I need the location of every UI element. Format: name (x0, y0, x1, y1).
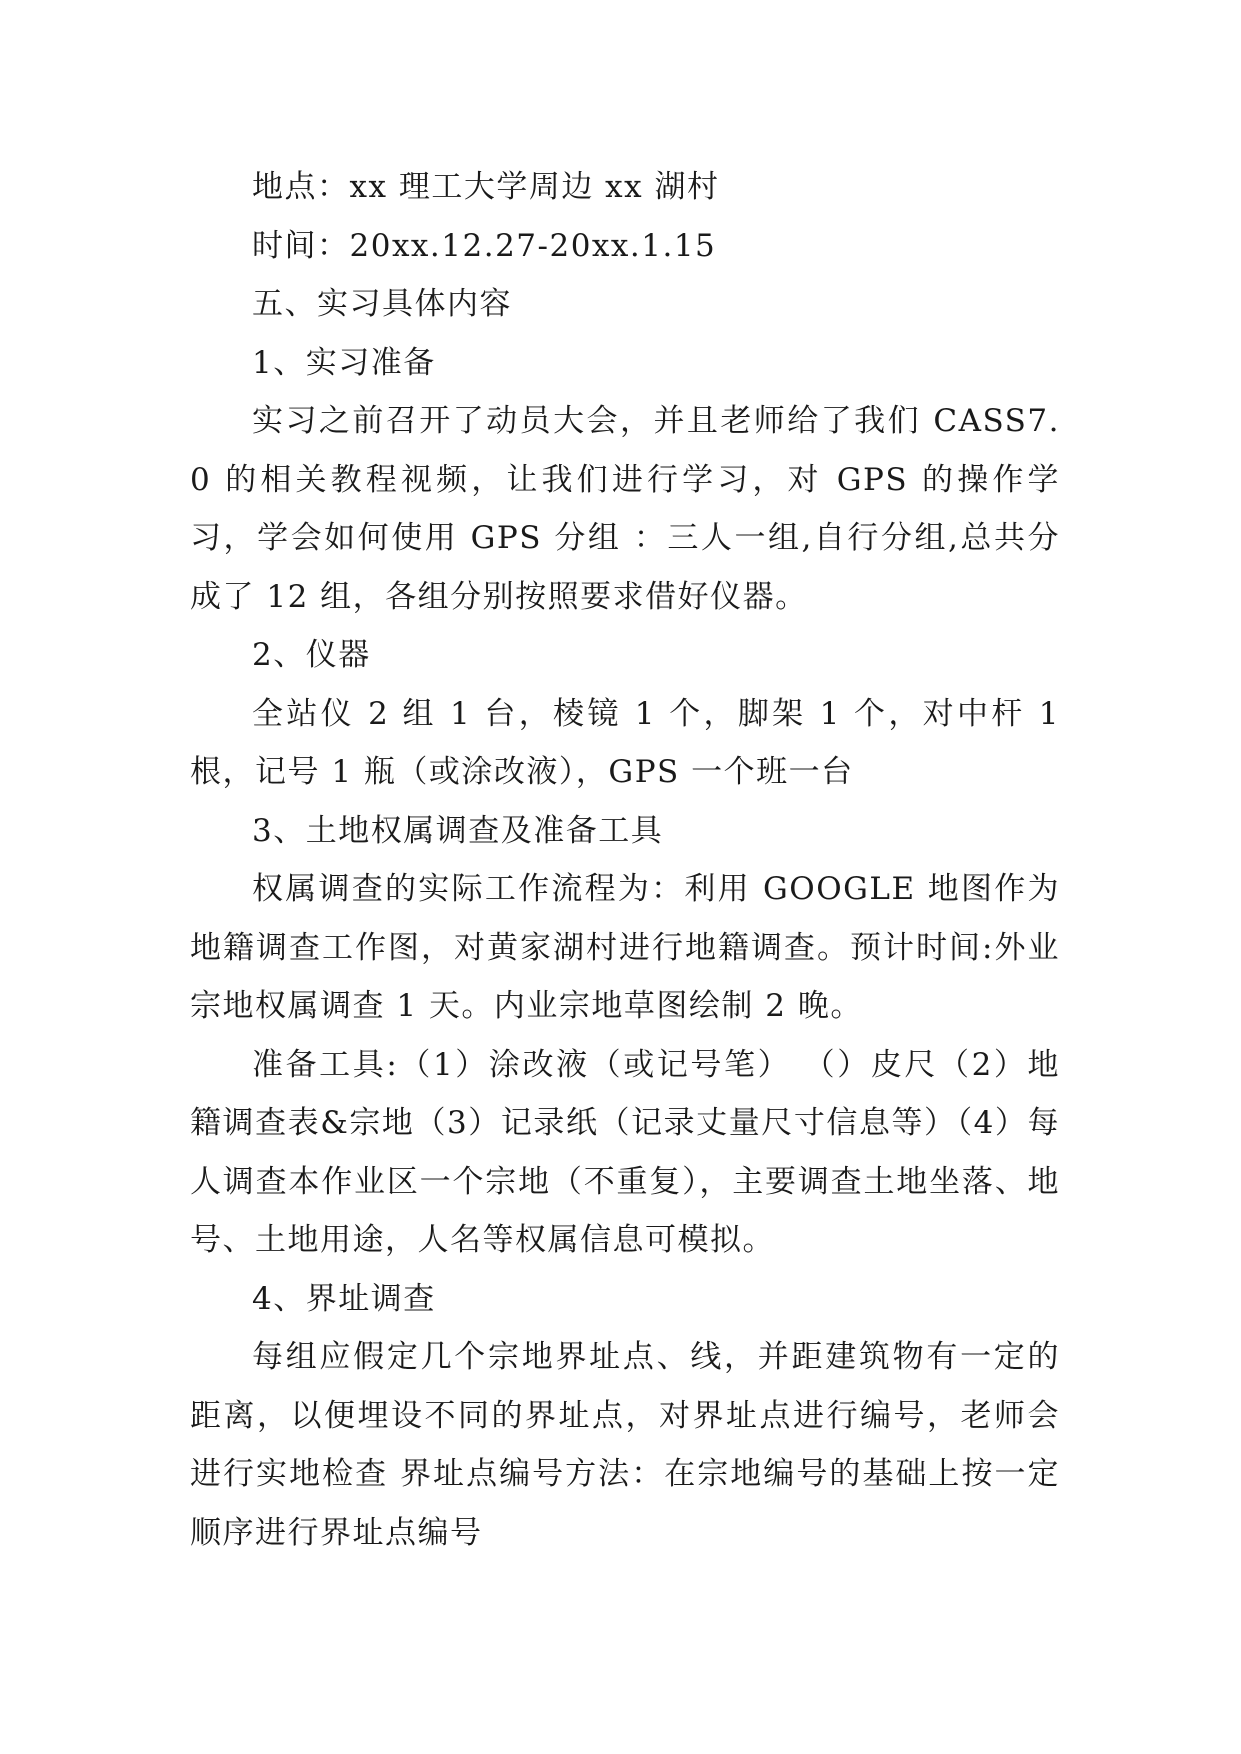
body-paragraph: 权属调查的实际工作流程为：利用 GOOGLE 地图作为地籍调查工作图，对黄家湖村进行地籍调查。预计时间:外业宗地权属调查 1 天。内业宗地草图绘制 2 晚。 (190, 871, 1060, 1024)
subsection-heading: 1、实习准备 (252, 344, 436, 381)
subsection-heading: 3、土地权属调查及准备工具 (252, 812, 664, 849)
location-line: 地点：xx 理工大学周边 xx 湖村 (252, 169, 720, 205)
body-paragraph: 准备工具:（1）涂改液（或记号笔） （）皮尺（2）地籍调查表&宗地（3）记录纸（记录丈量尺寸信息等）（4）每人调查本作业区一个宗地（不重复），主要调查土地坐落、地号、土地用途，人名等权属信息可模拟。 (190, 1046, 1060, 1258)
body-paragraph: 每组应假定几个宗地界址点、线，并距建筑物有一定的距离，以便埋设不同的界址点，对界址点进行编号，老师会进行实地检查 界址点编号方法：在宗地编号的基础上按一定顺序进行界址点编号 (190, 1339, 1060, 1551)
subsection-heading: 2、仪器 (252, 637, 371, 673)
subsection-heading: 4、界址调查 (252, 1280, 436, 1317)
document-body (190, 158, 1060, 1562)
body-paragraph: 实习之前召开了动员大会，并且老师给了我们 CASS7.0 的相关教程视频，让我们进行学习，对 GPS 的操作学习，学会如何使用 GPS 分组 ：三人一组,自行分组,总共分成了 12 组，各组分别按照要求借好仪器。 (190, 403, 1060, 615)
section-heading: 五、实习具体内容 (252, 286, 512, 322)
body-paragraph: 全站仪 2 组 1 台，棱镜 1 个，脚架 1 个，对中杆 1 根，记号 1 瓶（或涂改液），GPS 一个班一台 (190, 695, 1060, 790)
time-line: 时间：20xx.12.27-20xx.1.15 (252, 227, 717, 264)
